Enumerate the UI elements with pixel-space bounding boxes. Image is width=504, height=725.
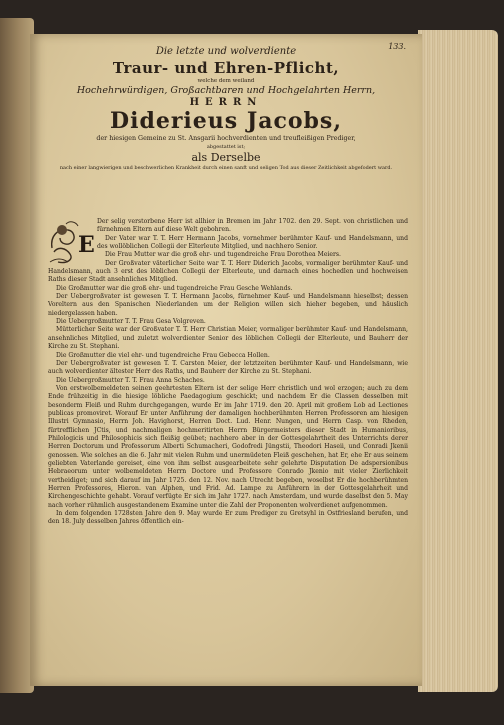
title-line-5: HERRN [189,97,263,108]
paragraph-5: Die Großmutter war die groß ehr- und tugendreiche Frau Gesche Wehlands. [56,284,293,292]
paragraph-10: Der Uebergroßvater ist gewesen T. T. Carsten Meier, der letztzeiten berühmter Kauf- und Handelsmann, wie auch wolverdienter ältester Herr des Raths, und Bauherr der Kirche zu St. Stephani. [48,359,408,376]
paragraph-11: Die Uebergroßmutter T. T. Frau Anna Schaches. [56,376,205,384]
paragraph-3: Die Frau Mutter war die groß ehr- und tugendreiche Frau Dorothea Meiers. [105,251,341,259]
body-text [48,218,408,527]
left-page-edge [0,18,34,693]
title-line-9: als Derselbe [191,151,261,164]
decorated-initial [48,218,94,266]
book-fore-edge [418,30,498,692]
title-line-3: welche dem weiland [197,78,255,84]
title-line-2: Traur- und Ehren-Pflicht, [112,59,340,77]
paragraph-12: Von erstwolbemeldeten seinen geehrtesten Eltern ist der selige Herr christlich und wol erzogen; auch zu dem Ende frühzeitig in die hiesige löbliche Paedagogium geschickt; und nachdem Er die Classen desselben mit besonderm Fleiß und Ruhm durchgegangen, wurde Er im Jahr 1719. den 20. April mit großem Lob ad Lectiones publicas promoviret. Worauf Er unter Anführung der damaligen hochberühmten Herren Professoren am hiesigen Illustri Gymnasio, Herrn Joh. Havighorst, Herren Doct. Lud. Henr. Nungen, und Herrn Casp. von Rheden, fürtrefflichen JCtis, und nachmaligen hochmeritirten Herrn Bürgermeisters dieser Stadt in Humanioribus, Philologicis und Philosophicis sich fleißig geübet; nachhero aber in der Gottesgelahrtheit des Unterrichts derer Herren Doctorum und Professorum Alberti Schumacheri, Godofredi Jüngstii, Theodori Haseii, und Conradi Jkenii genossen. Wie solches an die 6. Jahr mit vielen Ruhm und unermüdeten Fleiß geschehen, hat Er, ehe Er aus seinem geliebten Vaterlande gereiset, eine von ihm selbst ausgearbeitete sehr gelehrte Disputation De adspersionibus Hebraeorum unter wolbemeldeten Herrn Doctore und Professore Conrado Jkenio mit vieler Zierlichkeit vertheidiget; und sich darauf im Jahr 1725. den 12. Nov. nach Utrecht begeben, woselbst Er die hochberühmten Herren Professores, Hieron. van Alphen, und Frid. Ad. Lampe zu Anführern in der Gottesgelahrheit und Kirchengeschichte gehabt. Vorauf verfügte Er sich im Jahr 1727. nach Amsterdam, und wurde daselbst den 5. May nach vorher rühmlich ausgestandenem Examine unter die Zahl der Proponenten wolverdienet aufgenommen. [48,384,408,509]
title-name: Diderieus Jacobs, [110,108,342,134]
title-line-8: abgestattet ist; [206,144,246,150]
paragraph-9: Die Großmutter die viel ehr- und tugendreiche Frau Gebecca Hollen. [56,351,270,359]
paragraph-6: Der Uebergroßvater ist gewesen T. T. Hermann Jacobs, fürnehmer Kauf- und Handelsmann hieselbst; dessen Voreltern aus den Spanischen Niederlanden um der Religion willen sich hieher begeben, und häuslich niedergelassen haben. [48,293,408,317]
title-block [48,44,404,172]
title-line-10: nach einer langwierigen und beschwerlichen Krankheit durch einen sanft und seligen Tod aus dieser Zeitlichkeit abgefodert ward. [59,165,393,171]
title-line-1: Die letzte und wolverdiente [155,46,297,57]
paragraph-2: Der Vater war T. T. Herr Hermann Jacobs, vornehmer berühmter Kauf- und Handelsmann, und des wollöblichen Collegii der Elterleute Mitglied, und nachhero Senior. [97,234,408,251]
document-page [30,34,422,686]
paragraph-1: Der selig verstorbene Herr ist allhier in Bremen im Jahr 1702. den 29. Sept. von christlichen und fürnehmen Eltern auf diese Welt gebohren. [97,218,408,234]
title-line-7: der hiesigen Gemeine zu St. Ansgarii hochverdienten und treufleißigen Prediger, [96,135,356,142]
page-number: 133. [388,42,406,51]
paragraph-8: Mütterlicher Seite war der Großvater T. T. Herr Christian Meier, vormaliger berühmter Kauf- und Handelsmann, ansehnliches Mitglied, und zuletzt wolverdienter Senior des löblichen Collegii der Elterleute, und Bauherr der Kirche zu St. Stephani. [48,326,408,351]
title-line-4: Hochehrwürdigen, Großachtbaren und Hochgelahrten Herrn, [76,85,376,96]
initial-letter: E [78,232,95,258]
paragraph-7: Die Uebergroßmutter T. T. Frau Gesa Volgreven. [56,318,206,326]
paragraph-13: In dem folgenden 1728sten Jahre den 9. May wurde Er zum Prediger zu Gretsyhl in Ostfriesland berufen, und den 18. July desselben Jahres öffentlich ein- [48,510,408,526]
paragraph-4: Der Großvater väterlicher Seite war T. T. Herr Diderich Jacobs, vormaliger berühmter Kauf- und Handelsmann, auch 3 erst des löblichen Collegii der Elterleute, und darnach eines hochedlen und hochweisen Raths dieser Stadt ansehnliches Mitglied. [48,259,408,284]
